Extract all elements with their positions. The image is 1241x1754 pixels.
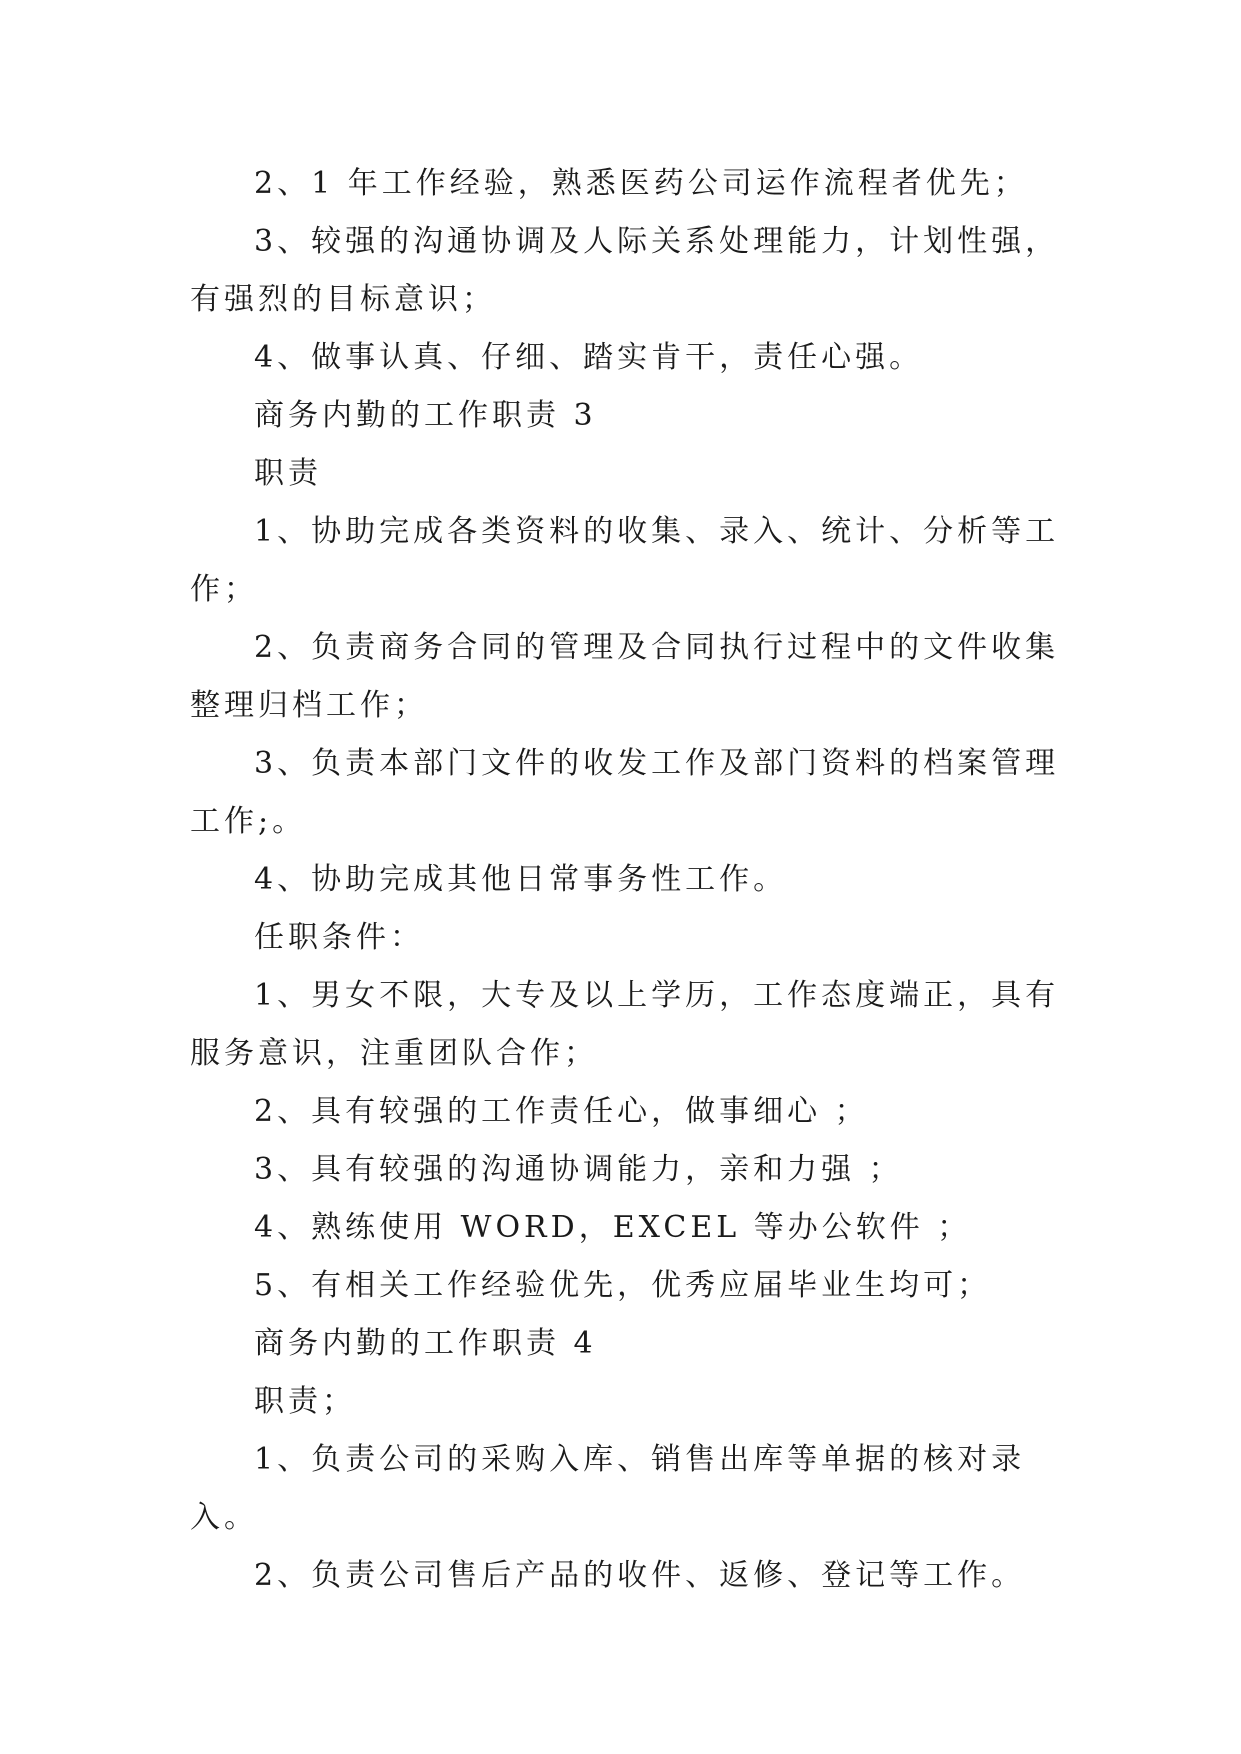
paragraph: 3、负责本部门文件的收发工作及部门资料的档案管理工作;。 bbox=[190, 746, 1060, 839]
section-heading: 商务内勤的工作职责 3 bbox=[254, 398, 597, 433]
subheading: 职责 bbox=[254, 456, 322, 491]
document-body bbox=[190, 155, 1070, 1605]
paragraph: 2、负责公司售后产品的收件、返修、登记等工作。 bbox=[254, 1558, 1026, 1593]
paragraph: 2、1 年工作经验，熟悉医药公司运作流程者优先； bbox=[254, 166, 1028, 201]
paragraph: 1、协助完成各类资料的收集、录入、统计、分析等工作； bbox=[190, 514, 1060, 607]
paragraph: 3、较强的沟通协调及人际关系处理能力，计划性强，有强烈的目标意识； bbox=[190, 224, 1060, 317]
paragraph: 4、熟练使用 WORD，EXCEL 等办公软件 ； bbox=[254, 1210, 972, 1245]
paragraph: 5、有相关工作经验优先，优秀应届毕业生均可； bbox=[254, 1268, 992, 1303]
paragraph: 3、具有较强的沟通协调能力，亲和力强 ； bbox=[254, 1152, 903, 1187]
paragraph: 4、协助完成其他日常事务性工作。 bbox=[254, 862, 788, 897]
paragraph: 4、做事认真、仔细、踏实肯干，责任心强。 bbox=[254, 340, 924, 375]
paragraph: 1、男女不限，大专及以上学历，工作态度端正，具有服务意识，注重团队合作； bbox=[190, 978, 1060, 1071]
paragraph: 2、负责商务合同的管理及合同执行过程中的文件收集整理归档工作； bbox=[190, 630, 1060, 723]
subheading: 职责； bbox=[254, 1384, 356, 1419]
paragraph: 1、负责公司的采购入库、销售出库等单据的核对录入。 bbox=[190, 1442, 1026, 1535]
paragraph: 2、具有较强的工作责任心，做事细心 ； bbox=[254, 1094, 869, 1129]
subheading: 任职条件： bbox=[254, 920, 424, 955]
section-heading: 商务内勤的工作职责 4 bbox=[254, 1326, 597, 1361]
